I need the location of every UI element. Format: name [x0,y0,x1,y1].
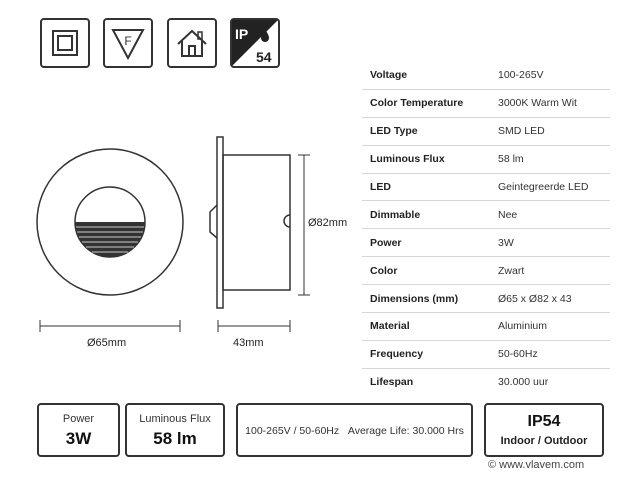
spec-key: Dimensions (mm) [362,285,490,313]
spec-key: Color Temperature [362,89,490,117]
spec-value: Geintegreerde LED [490,173,610,201]
technical-drawing [0,0,360,400]
luminous-flux-value: 58 lm [153,429,197,448]
spec-row [362,117,610,145]
spec-key: Frequency [362,340,490,368]
spec-value: 3W [490,229,610,257]
side-diameter-label: Ø82mm [308,217,348,229]
ip-rating-title: IP54 [527,413,561,430]
spec-key: Power [362,229,490,257]
luminous-flux-label: Luminous Flux [139,413,211,425]
luminous-flux-box [125,403,225,457]
side-depth-label: 43mm [233,337,264,349]
f-mark-letter: F [124,34,132,48]
spec-value: 3000K Warm Wit [490,89,610,117]
ip-rating-box [484,403,604,457]
spec-key: LED [362,173,490,201]
average-life-text: Average Life: 30.000 Hrs [347,425,464,437]
spec-value: 100-265V [490,62,610,89]
spec-row [362,62,610,89]
power-label: Power [62,413,95,425]
spec-value: Ø65 x Ø82 x 43 [490,285,610,313]
spec-row [362,257,610,285]
watermark: © www.vlavem.com [488,459,585,471]
ip-text-bottom: 54 [256,49,272,65]
spec-row [362,89,610,117]
spec-key: Lifespan [370,376,414,389]
front-diameter-label: Ø65mm [87,337,127,349]
side-dimension-lines [218,155,310,332]
spec-row [362,368,610,395]
front-view-drawing [37,149,183,295]
spec-value: Nee [490,201,610,229]
spec-row [362,201,610,229]
electrical-info-text [238,425,471,437]
spec-row [362,340,610,368]
spec-table [362,62,610,396]
front-dimension-line [40,320,180,332]
voltage-frequency-text: 100-265V / 50-60Hz [245,425,340,437]
power-value: 3W [65,429,92,448]
spec-key: LED Type [362,117,490,145]
spec-key: Color [362,257,490,285]
ip-text-top: IP [235,26,249,42]
spec-key: Material [362,313,490,341]
electrical-info-box [236,403,473,457]
spec-key: Luminous Flux [362,145,490,173]
power-box [37,403,120,457]
spec-row [362,173,610,201]
spec-value: 50-60Hz [490,340,610,368]
spec-key: Dimmable [362,201,490,229]
spec-value: Zwart [490,257,610,285]
ip-rating-subtitle: Indoor / Outdoor [500,435,588,447]
spec-value: Aluminium [490,313,610,341]
spec-value: 58 lm [490,145,610,173]
spec-value: 30.000 uur [498,376,549,389]
side-view-drawing [210,137,290,308]
spec-row [362,145,610,173]
spec-row [362,313,610,341]
spec-value: SMD LED [490,117,610,145]
spec-row [362,285,610,313]
spec-key: Voltage [362,62,490,89]
spec-row [362,229,610,257]
